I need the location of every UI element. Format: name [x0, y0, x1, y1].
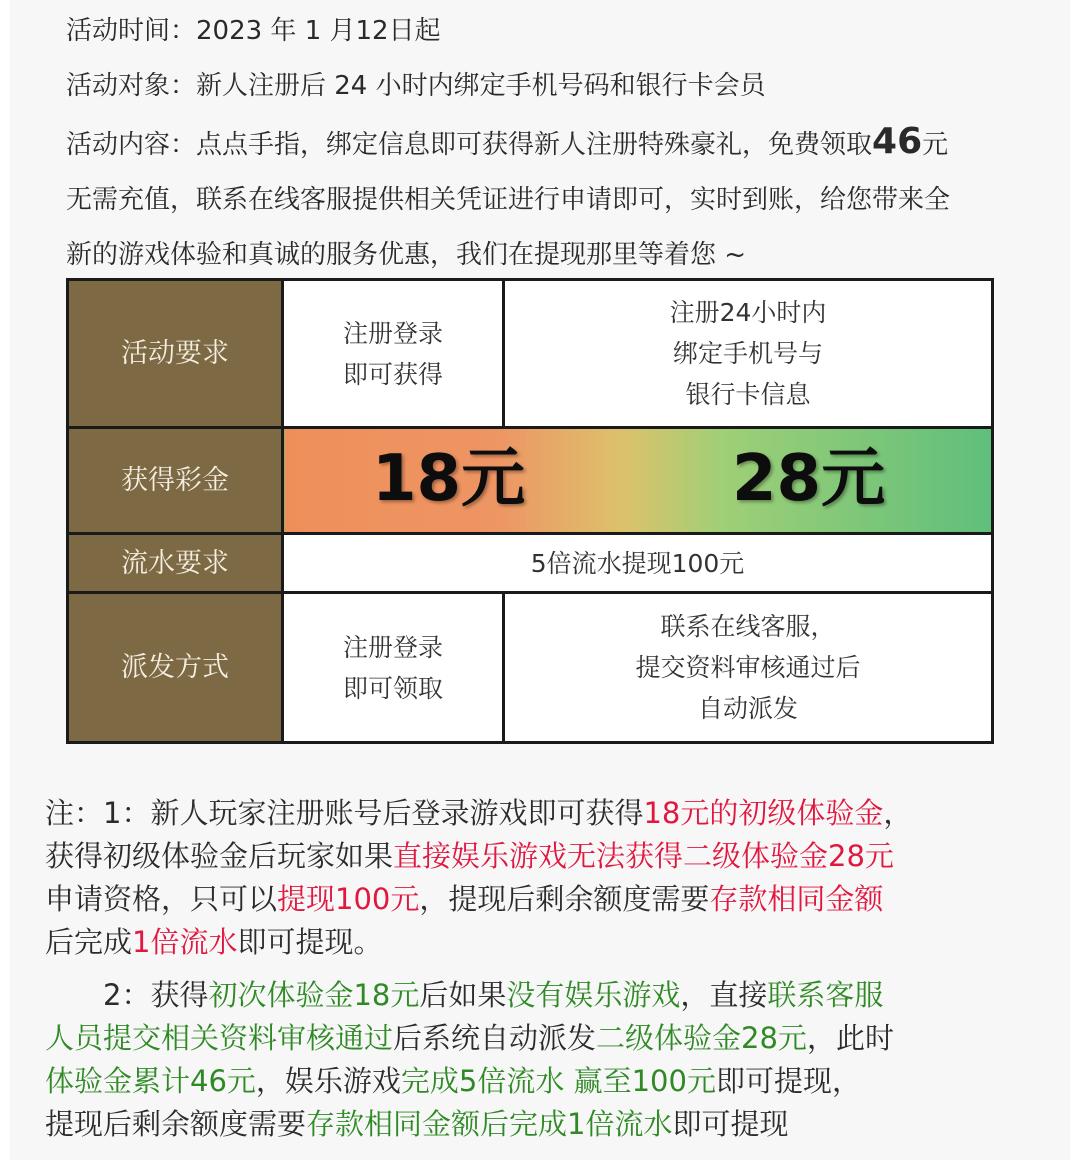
- row-header-turnover: 流水要求: [68, 534, 283, 593]
- note-line: [45, 921, 1055, 964]
- row-header-distribution: 派发方式: [68, 593, 283, 743]
- table-cell: [283, 593, 504, 743]
- cell-line: 提交资料审核通过后: [635, 653, 861, 682]
- turnover-requirement: 5倍流水提现100元: [283, 534, 993, 593]
- note-line: [45, 878, 1055, 921]
- note-1: [45, 792, 1055, 964]
- activity-intro: [66, 4, 1026, 283]
- note-highlight: 没有娱乐游戏: [506, 978, 681, 1012]
- activity-content-line3: 新的游戏体验和真诚的服务优惠，我们在提现那里等着您 ~: [66, 240, 747, 270]
- bonus-rules-table: [66, 278, 994, 744]
- table-row: [68, 428, 993, 534]
- note-text: 获得初级体验金后玩家如果: [45, 839, 394, 873]
- table-cell: [503, 593, 992, 743]
- activity-content: [66, 114, 1026, 173]
- note-highlight: 人员提交相关资料审核通过: [45, 1021, 394, 1055]
- note-text: 即可提现，: [715, 1064, 861, 1098]
- notes-section: [45, 792, 1055, 1146]
- note-text: 注：1：新人玩家注册账号后登录游戏即可获得: [45, 796, 644, 830]
- note-text: 后完成: [45, 925, 133, 959]
- note-text: 申请资格，只可以: [45, 882, 278, 916]
- note-highlight: 联系客服: [767, 978, 884, 1012]
- table-row: [68, 593, 993, 743]
- note-highlight: 存款相同金额: [709, 882, 884, 916]
- note-highlight: 1倍流水: [132, 925, 238, 959]
- note-text: 后如果: [419, 978, 507, 1012]
- note-text: ，直接: [680, 978, 768, 1012]
- bonus-amount-bound: 28元: [732, 442, 886, 516]
- note-text: ，娱乐游戏: [255, 1064, 401, 1098]
- note-text: ，: [883, 796, 913, 830]
- note-line: [45, 1103, 1055, 1146]
- cell-line: 银行卡信息: [685, 380, 811, 409]
- note-highlight: 18元的初级体验金: [643, 796, 884, 830]
- table-row: [68, 280, 993, 428]
- cell-line: 绑定手机号与: [672, 339, 823, 368]
- row-header-requirement: 活动要求: [68, 280, 283, 428]
- note-text: 后系统自动派发: [393, 1021, 597, 1055]
- note-line: [45, 974, 1055, 1017]
- table-cell: [283, 280, 504, 428]
- note-text: 2：获得: [45, 978, 209, 1012]
- total-bonus-amount: 46: [872, 121, 923, 162]
- note-highlight: 提现100元: [277, 882, 420, 916]
- cell-line: 注册登录: [342, 318, 443, 348]
- table-cell: [503, 280, 992, 428]
- cell-line: 注册24小时内: [669, 298, 827, 327]
- note-line: [45, 792, 1055, 835]
- note-text: ，提现后剩余额度需要: [419, 882, 710, 916]
- bonus-amount-cell: [283, 428, 993, 534]
- cell-line: 联系在线客服，: [660, 612, 836, 641]
- note-text: ，此时: [806, 1021, 894, 1055]
- note-text: 即可提现: [672, 1107, 789, 1141]
- note-highlight: 初次体验金18元: [208, 978, 420, 1012]
- activity-content-text: 活动内容：点点手指，绑定信息即可获得新人注册特殊豪礼，免费领取: [66, 130, 873, 160]
- activity-content-line2: 无需充值，联系在线客服提供相关凭证进行申请即可，实时到账，给您带来全: [66, 185, 951, 215]
- cell-line: 注册登录: [342, 632, 443, 662]
- activity-target: 活动对象：新人注册后 24 小时内绑定手机号码和银行卡会员: [66, 71, 766, 101]
- note-2: [45, 974, 1055, 1146]
- cell-line: 自动派发: [697, 694, 798, 723]
- activity-time: 活动时间：2023 年 1 月12日起: [66, 16, 441, 46]
- note-text: 提现后剩余额度需要: [45, 1107, 307, 1141]
- note-line: [45, 1060, 1055, 1103]
- cell-line: 即可领取: [342, 673, 443, 703]
- bonus-amount-basic: 18元: [372, 442, 526, 516]
- note-highlight: 体验金累计46元: [45, 1064, 256, 1098]
- currency-unit: 元: [922, 130, 949, 160]
- note-highlight: 二级体验金28元: [596, 1021, 807, 1055]
- note-highlight: 完成5倍流水 赢至100元: [400, 1064, 716, 1098]
- note-line: [45, 1017, 1055, 1060]
- note-line: [45, 835, 1055, 878]
- note-highlight: 直接娱乐游戏无法获得二级体验金28元: [393, 839, 894, 873]
- row-header-bonus: 获得彩金: [68, 428, 283, 534]
- note-text: 即可提现。: [237, 925, 383, 959]
- note-highlight: 存款相同金额后完成1倍流水: [306, 1107, 673, 1141]
- table-row: [68, 534, 993, 593]
- promo-page: [10, 0, 1070, 1160]
- cell-line: 即可获得: [342, 359, 443, 389]
